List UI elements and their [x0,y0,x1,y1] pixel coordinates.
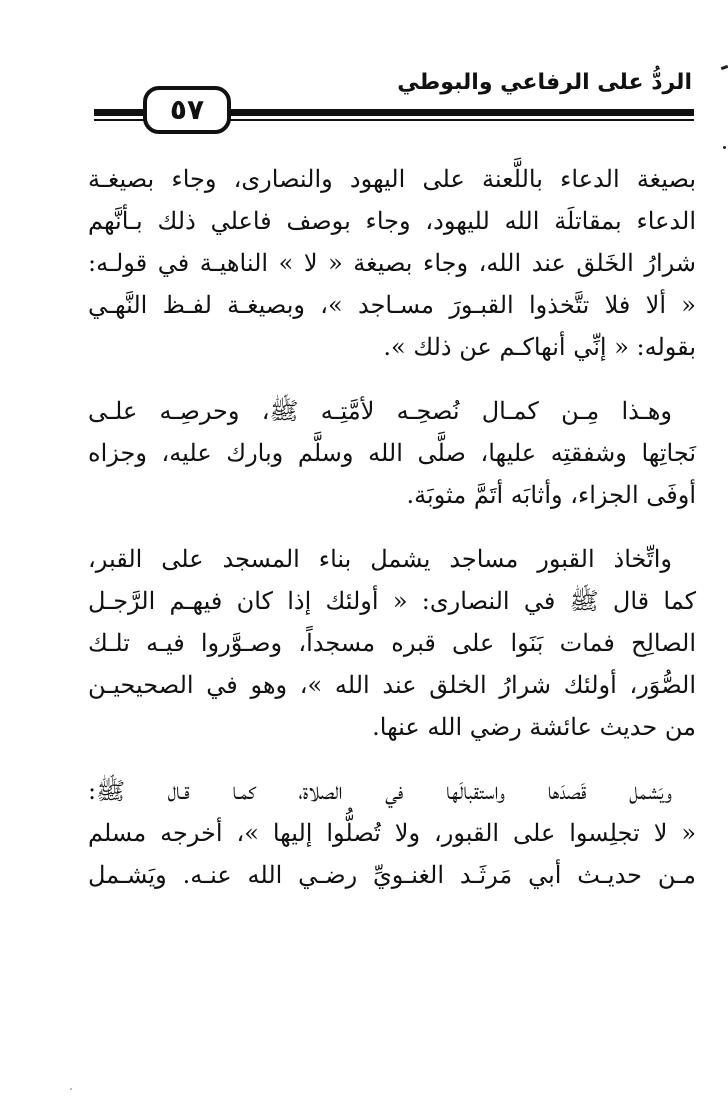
paragraph [88,390,696,516]
text-line: واتِّخاذ القبور مساجد يشمل بناء المسجد على القبر، [88,545,672,573]
paragraph [88,538,696,748]
text-line: بقوله: « إنِّي أنهاكـم عن ذلك ». [383,333,696,361]
scan-speck [70,1088,72,1090]
text-line: بصيغة الدعاء باللَّعنة على اليهود والنصارى، وجاء بصيغـة [88,165,696,193]
text-line: وهـذا مِـن كمـال نُصحِـه لأمَّتِـه ﷺ، وحرصِـه علـى [88,397,672,425]
text-line: شرارُ الخَلق عند الله، وجاء بصيغة « لا » الناهيـة في قولـه: [88,249,696,277]
text-line: الصالِح فمات بَنَوا على قبره مسجداً، وصـوَّروا فيـه تلـك [88,629,696,657]
text-line: ويَشمل قَصدَها واستقبالَها في الصلاة، كمـا قـال ﷺ: [88,777,672,805]
text-line: « لا تجلِسوا على القبور، ولا تُصلُّوا إليها »، أخرجه مسلم [88,819,697,847]
text-line: الصُّوَر، أولئك شرارُ الخلق عند الله »، وهو في الصحيحيـن [88,671,696,699]
running-title: الردُّ على الرفاعي والبوطي [397,70,692,95]
text-line: من حديث عائشة رضي الله عنها. [372,713,696,741]
margin-mark [721,65,728,70]
text-line: أوفَى الجزاء، وأثابَه أتَمَّ مثوبَة. [406,481,696,509]
text-line: كما قال ﷺ في النصارى: « أولئك إذا كان فيهـم الرَّجـل [88,587,696,615]
text-line: نَجاتِها وشفقتِه عليها، صلَّى الله وسلَّم وبارك عليه، وجزاه [88,439,696,467]
margin-dot [723,146,726,149]
text-line: مـن حديـث أبي مَرثَـد الغنـويِّ رضـي الله عنـه. ويَشـمل [88,861,696,889]
body-text [88,158,696,896]
paragraph [88,770,696,896]
text-line: الدعاء بمقاتلَة الله لليهود، وجاء بوصف فاعلي ذلك بـأنَّهم [88,207,696,235]
page-number: ٥٧ [143,86,231,134]
text-line: « ألا فلا تتَّخذوا القبـورَ مسـاجد »، وبصيغـة لفـظ النَّهـي [88,291,696,319]
paragraph [88,158,696,368]
